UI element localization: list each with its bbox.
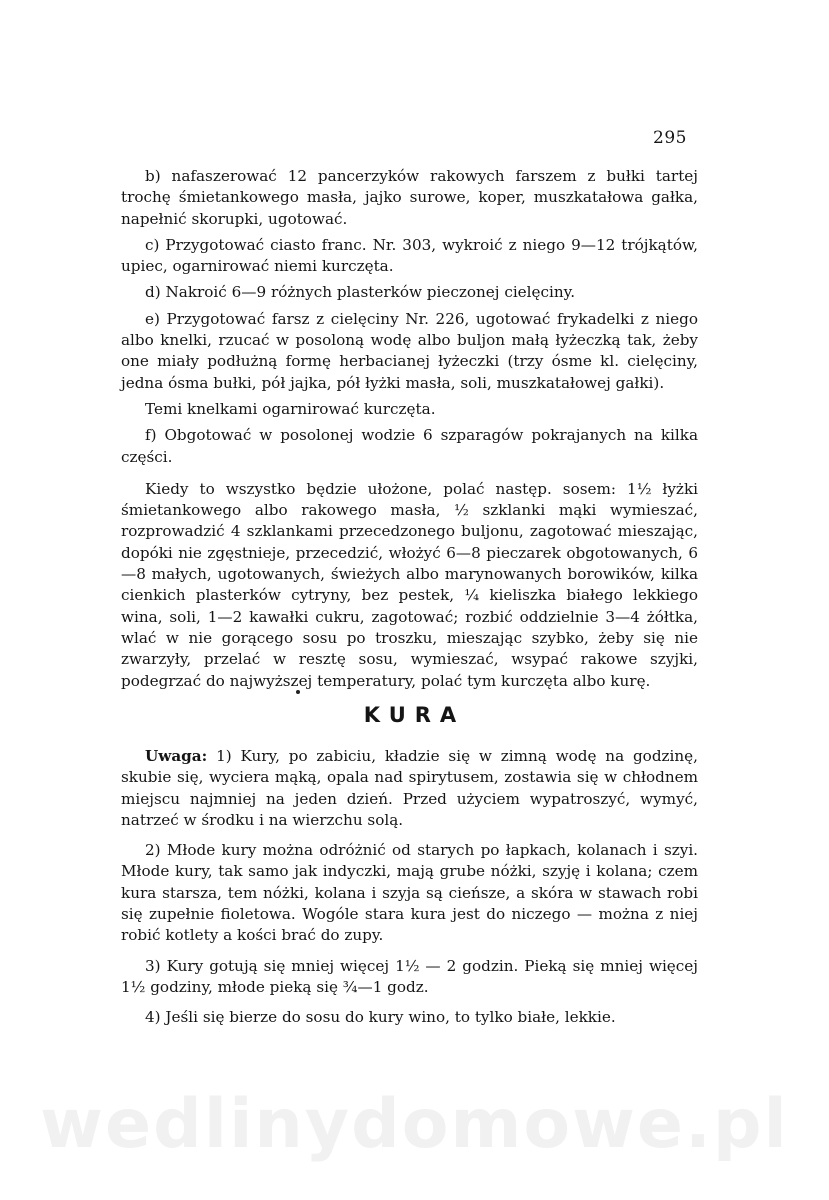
watermark: wedlinydomowe.pl	[40, 1085, 789, 1164]
paragraph-d: d) Nakroić 6—9 różnych plasterków pieczonej cielęciny.	[145, 283, 576, 302]
paragraph-f: f) Obgotować w posolonej wodzie 6 szparagów pokrajanych na kilka części.	[121, 426, 698, 466]
note-1-text: 1) Kury, po zabiciu, kładzie się w zimną wodę na godzinę, skubie się, wyciera mąką, opala nad spirytusem, zostawia się w chłodnem miejscu najmniej na jeden dzień. Przed użyciem wypatroszyć, wymyć, natrzeć w środku i na wierzchu solą.	[121, 747, 698, 829]
paragraph-sauce: Kiedy to wszystko będzie ułożone, polać następ. sosem: 1½ łyżki śmietankowego albo rakowego masła, ½ szklanki mąki wymieszać, rozprowadzić 4 szklankami przecedzonego buljonu, zagotować mieszając, dopóki nie zgęstnieje, przecedzić, włożyć 6—8 pieczarek obgotowanych, 6—8 małych, ugotowanych, świeżych albo marynowanych borowików, kilka cienkich plasterków cytryny, bez pestek, ¼ kieliszka białego lekkiego wina, soli, 1—2 kawałki cukru, zagotować; rozbić oddzielnie 3—4 żółtka, wlać w nie gorącego sosu po troszku, mieszając szybko, żeby się nie zwarzyły, przelać w resztę sosu, wymieszać, wsypać rakowe szyjki, podegrzać do najwyższej temperatury, polać tym kurczęta albo kurę.	[121, 479, 698, 690]
page-number: 295	[653, 128, 687, 148]
note-1	[121, 746, 698, 831]
notes-text	[121, 746, 698, 1038]
note-4: 4) Jeśli się bierze do sosu do kury wino, to tylko białe, lekkie.	[145, 1008, 616, 1027]
paragraph-knelki: Temi knelkami ogarnirować kurczęta.	[145, 399, 436, 418]
note-3: 3) Kury gotują się mniej więcej 1½ — 2 godzin. Pieką się mniej więcej 1½ godziny, młode pieką się ¾—1 godz.	[121, 956, 698, 996]
section-title: KURA	[363, 703, 466, 727]
note-label: Uwaga:	[145, 747, 208, 765]
stray-dot	[296, 690, 300, 694]
paragraph-c: c) Przygotować ciasto franc. Nr. 303, wykroić z niego 9—12 trójkątów, upiec, ogarnirować niemi kurczęta.	[121, 235, 698, 276]
note-2: 2) Młode kury można odróżnić od starych po łapkach, kolanach i szyi. Młode kury, tak samo jak indyczki, mają grube nóżki, szyję i kolana; czem kura starsza, tem nóżki, kolana i szyja są cieńsze, a skóra w stawach robi się zupełnie fioletowa. Wogóle stara kura jest do niczego — można z niej robić kotlety a kości brać do zupy.	[121, 841, 698, 945]
paragraph-b: b) nafaszerować 12 pancerzyków rakowych farszem z bułki tartej trochę śmietankowego masła, jajko surowe, koper, muszkatałowa gałka, napełnić skorupki, ugotować.	[121, 167, 698, 228]
paragraph-e: e) Przygotować farsz z cielęciny Nr. 226, ugotować frykadelki z niego albo knelki, rzucać w posoloną wodę albo buljon małą łyżeczką tak, żeby one miały podłużną formę herbacianej łyżeczki (trzy ósme kl. cielęciny, jedna ósma bułki, pół jajka, pół łyżki masła, soli, muszkatałowej gałki).	[121, 309, 698, 392]
recipe-text-upper	[121, 166, 698, 697]
